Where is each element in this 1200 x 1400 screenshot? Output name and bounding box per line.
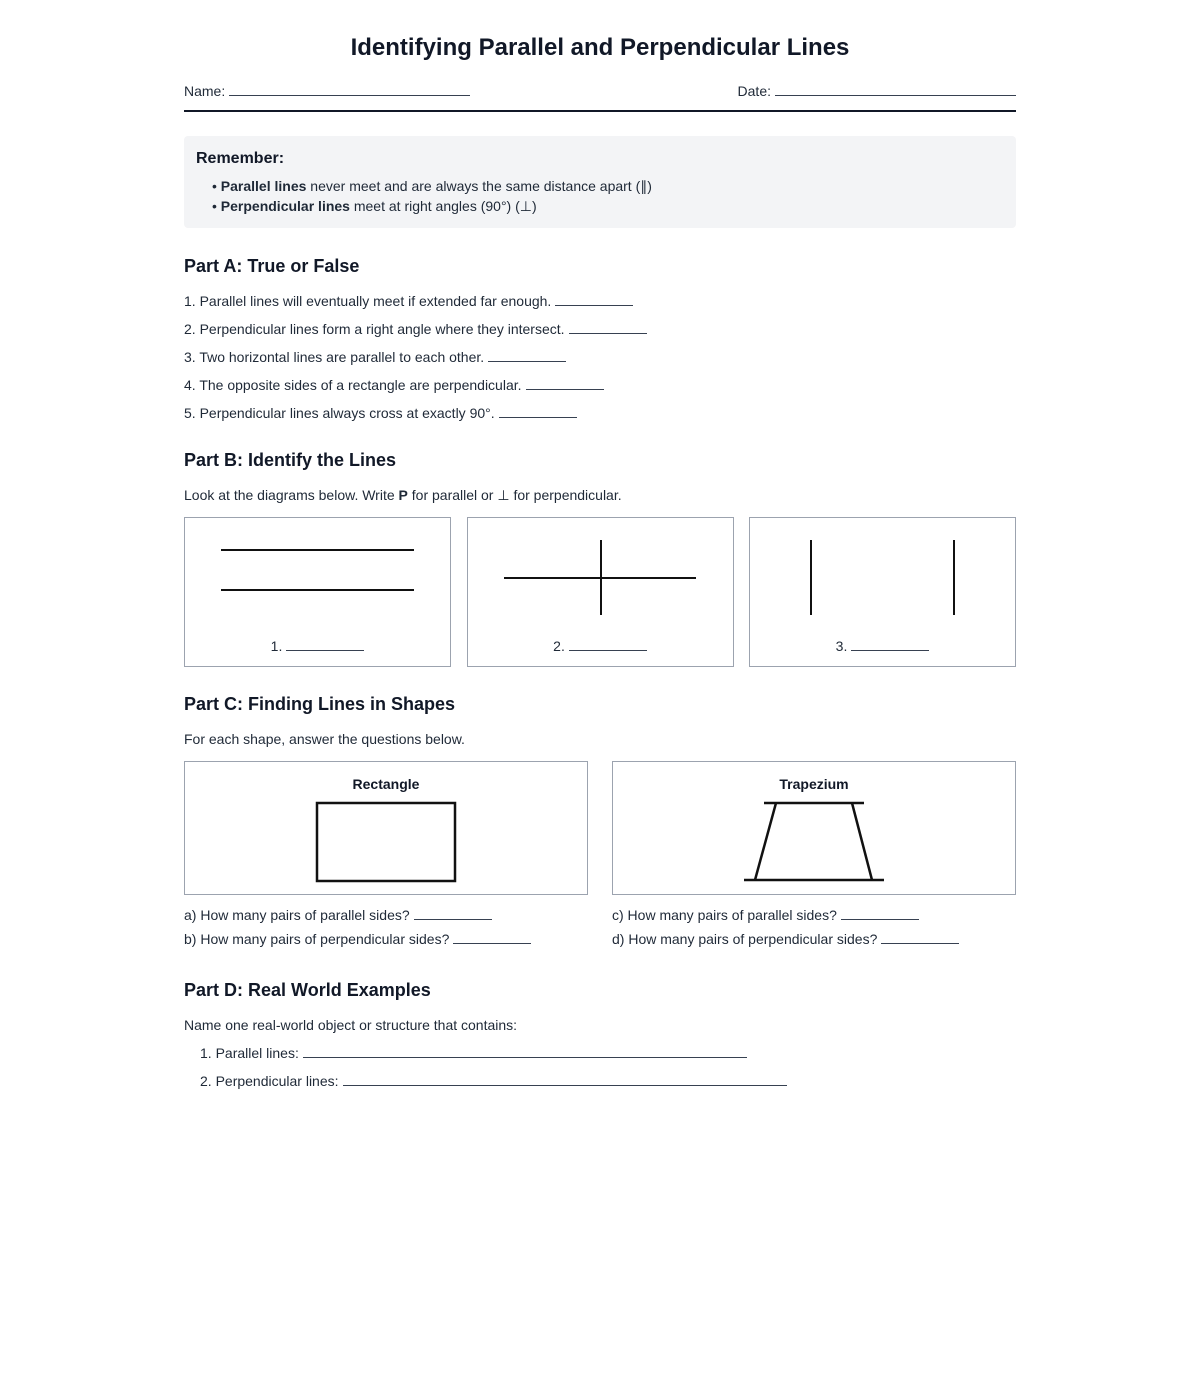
page-title: Identifying Parallel and Perpendicular Lines [350, 34, 850, 61]
shape-questions [612, 905, 1016, 949]
date-blank[interactable] [775, 81, 1016, 96]
remember-heading: Remember: [196, 150, 285, 167]
question-item [184, 291, 1016, 311]
shape-box [612, 761, 1016, 895]
real-world-list [184, 1043, 1016, 1091]
question-item [612, 905, 1016, 925]
shape-title: Rectangle [352, 776, 420, 792]
question-item [184, 905, 588, 925]
answer-blank[interactable] [303, 1043, 747, 1058]
diagram-row [184, 517, 1016, 667]
name-blank[interactable] [229, 81, 470, 96]
diagram-number: 1. [270, 638, 283, 654]
question-text: c) How many pairs of parallel sides? [612, 907, 837, 923]
name-label: Name: [184, 83, 226, 99]
remember-box [184, 136, 1016, 228]
diagram-box-3 [749, 517, 1016, 667]
question-item [612, 929, 1016, 949]
part-c-heading: Part C: Finding Lines in Shapes [184, 694, 456, 714]
part-a-heading: Part A: True or False [184, 256, 360, 276]
rectangle-shape [185, 762, 589, 894]
part-a-questions [184, 291, 1016, 423]
question-text: 4. The opposite sides of a rectangle are perpendicular. [184, 377, 522, 393]
question-text: a) How many pairs of parallel sides? [184, 907, 410, 923]
trapezium-shape [613, 762, 1017, 894]
diagram-answer [468, 636, 733, 654]
remember-term: Parallel lines [220, 178, 307, 194]
shapes-row [184, 761, 1016, 953]
diagram-box-1 [184, 517, 451, 667]
question-item [184, 375, 1016, 395]
answer-blank[interactable] [881, 929, 959, 944]
question-item [184, 929, 588, 949]
shape-title: Trapezium [779, 776, 849, 792]
real-world-item [200, 1071, 1016, 1091]
worksheet-page [184, 0, 1016, 1091]
part-b-section [184, 449, 1016, 667]
part-b-heading: Part B: Identify the Lines [184, 450, 397, 470]
answer-blank[interactable] [286, 636, 364, 651]
remember-item-parallel [212, 176, 1004, 196]
name-field[interactable] [184, 81, 470, 101]
shape-box [184, 761, 588, 895]
answer-blank[interactable] [453, 929, 531, 944]
answer-blank[interactable] [555, 291, 633, 306]
rectangle-outline [317, 803, 455, 881]
item-label: 1. Parallel lines: [200, 1045, 299, 1061]
part-a-section [184, 255, 1016, 423]
shape-column-trapezium [612, 761, 1016, 953]
answer-blank[interactable] [499, 403, 577, 418]
remember-definition: never meet and are always the same distance apart (∥) [306, 178, 652, 194]
trapezium-left-edge [755, 803, 776, 880]
date-label: Date: [737, 83, 771, 99]
question-text: 2. Perpendicular lines form a right angle where they intersect. [184, 321, 565, 337]
answer-blank[interactable] [851, 636, 929, 651]
answer-blank[interactable] [526, 375, 604, 390]
shape-questions [184, 905, 588, 949]
date-field[interactable] [738, 81, 1016, 101]
answer-blank[interactable] [569, 319, 647, 334]
part-c-section [184, 693, 1016, 953]
question-item [184, 319, 1016, 339]
answer-blank[interactable] [841, 905, 919, 920]
instruction-text: Look at the diagrams below. Write [184, 487, 399, 503]
remember-list [196, 176, 1004, 216]
part-d-heading: Part D: Real World Examples [184, 980, 431, 1000]
diagram-number: 2. [553, 638, 565, 654]
answer-blank[interactable] [488, 347, 566, 362]
question-text: 5. Perpendicular lines always cross at exactly 90°. [184, 405, 495, 421]
remember-definition: meet at right angles (90°) (⊥) [349, 198, 537, 214]
instruction-text: for parallel or ⊥ for perpendicular. [407, 487, 622, 503]
diagram-answer [185, 636, 450, 654]
part-c-instruction: For each shape, answer the questions below. [184, 731, 465, 747]
question-text: 1. Parallel lines will eventually meet if extended far enough. [184, 293, 552, 309]
item-label: 2. Perpendicular lines: [200, 1073, 339, 1089]
question-text: d) How many pairs of perpendicular sides? [612, 931, 878, 947]
part-d-instruction: Name one real-world object or structure that contains: [184, 1017, 518, 1033]
remember-item-perpendicular [212, 196, 1004, 216]
diagram-answer [750, 636, 1015, 654]
trapezium-right-edge [852, 803, 872, 880]
diagram-box-2 [467, 517, 734, 667]
remember-term: Perpendicular lines [220, 198, 350, 214]
answer-blank[interactable] [343, 1071, 787, 1086]
answer-blank[interactable] [414, 905, 492, 920]
question-text: 3. Two horizontal lines are parallel to each other. [184, 349, 485, 365]
question-item [184, 347, 1016, 367]
name-date-row [184, 81, 1016, 112]
shape-column-rectangle [184, 761, 588, 953]
instruction-bold: P [398, 487, 408, 503]
real-world-item [200, 1043, 1016, 1063]
question-item [184, 403, 1016, 423]
part-b-instruction [184, 485, 1016, 505]
answer-blank[interactable] [569, 636, 647, 651]
part-d-section [184, 979, 1016, 1091]
diagram-number: 3. [835, 638, 848, 654]
question-text: b) How many pairs of perpendicular sides? [184, 931, 450, 947]
